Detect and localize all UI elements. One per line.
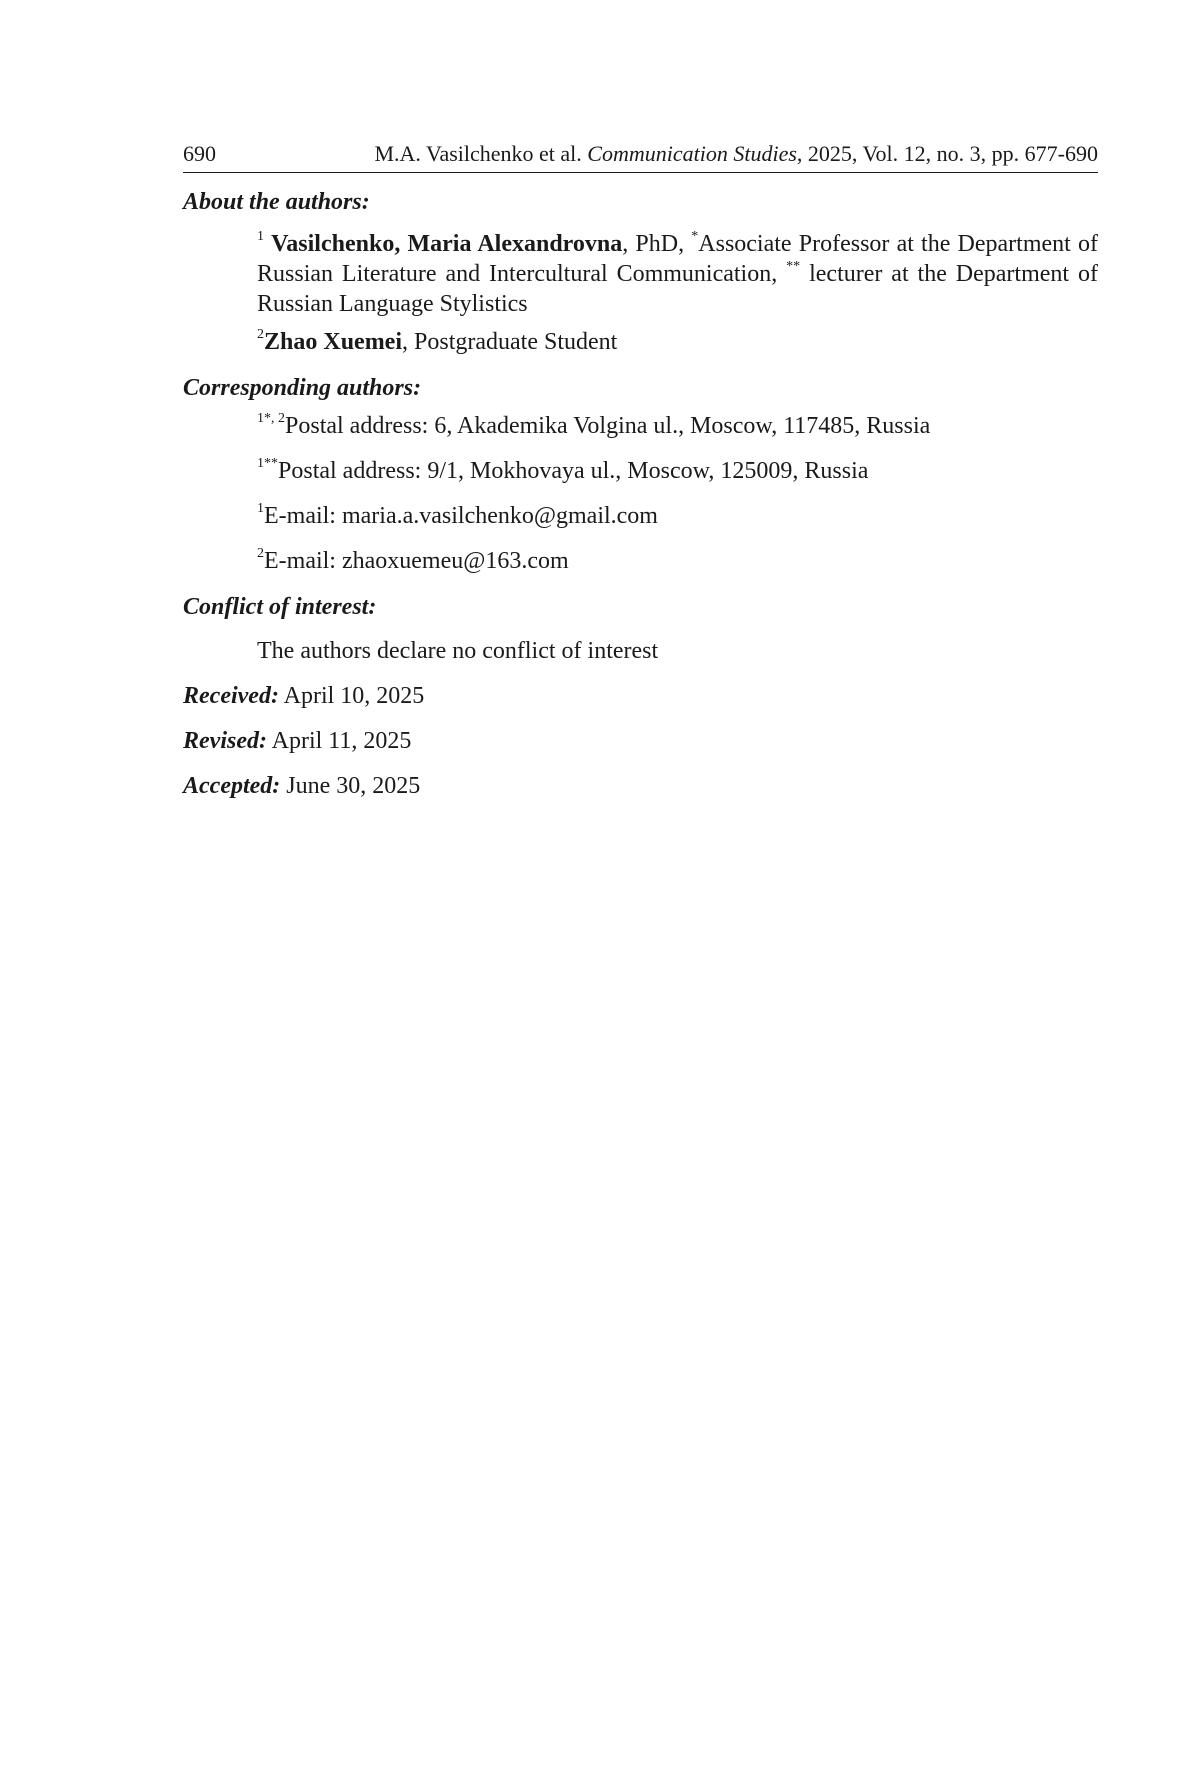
author2-sup: 2	[257, 327, 264, 342]
author1-name: Vasilchenko, Maria Alexandrovna	[271, 231, 623, 257]
author2-position: , Postgraduate Student	[402, 329, 618, 355]
corresponding-line-3-sup: 1	[257, 501, 264, 516]
page	[183, 140, 1098, 801]
author1-sup-dstar: **	[786, 259, 801, 274]
author1-entry	[183, 229, 1098, 319]
journal-title: Communication Studies	[587, 141, 797, 166]
author2-entry	[183, 327, 1098, 357]
running-head	[183, 140, 1098, 173]
corresponding-line-1-sup: 1*, 2	[257, 411, 285, 426]
revised-value: April 11, 2025	[266, 728, 412, 754]
accepted-label: Accepted:	[183, 773, 281, 799]
conflict-heading: Conflict of interest:	[183, 594, 377, 620]
revised-label: Revised:	[183, 728, 267, 754]
accepted-value: June 30, 2025	[280, 773, 421, 799]
corresponding-line-2	[183, 456, 1098, 486]
corresponding-line-3-text: E-mail: maria.a.vasilchenko@gmail.com	[264, 503, 658, 529]
page-number: 690	[183, 141, 216, 166]
corresponding-line-2-sup: 1**	[257, 456, 278, 471]
revised-date	[183, 726, 1098, 756]
citation-details: , 2025, Vol. 12, no. 3, pp. 677-690	[796, 141, 1098, 166]
author1-degree: , PhD,	[622, 231, 692, 257]
corresponding-line-4-sup: 2	[257, 546, 264, 561]
author1-sup-star: *	[691, 229, 699, 244]
corresponding-authors-heading: Corresponding authors:	[183, 375, 422, 401]
received-label: Received:	[183, 683, 279, 709]
about-authors-heading: About the authors:	[183, 189, 370, 215]
corresponding-line-1-text: Postal address: 6, Akademika Volgina ul., Moscow, 117485, Russia	[285, 413, 931, 439]
corresponding-line-2-text: Postal address: 9/1, Mokhovaya ul., Moscow, 125009, Russia	[278, 458, 869, 484]
author1-position1: Associate Professor at the Department of Russian Literature and Intercultural Communication,	[257, 231, 1098, 287]
received-date	[183, 681, 1098, 711]
author1-sup: 1	[257, 229, 264, 244]
author1-position2: lecturer at the Department of Russian Language Stylistics	[257, 261, 1098, 317]
author2-name: Zhao Xuemei	[264, 329, 402, 355]
corresponding-line-1	[183, 411, 1098, 441]
running-head-citation	[374, 140, 1098, 168]
corresponding-line-4-text: E-mail: zhaoxuemeu@163.com	[264, 548, 569, 574]
corresponding-line-3	[183, 501, 1098, 531]
corresponding-line-4	[183, 546, 1098, 576]
conflict-text: The authors declare no conflict of interest	[257, 638, 659, 664]
running-head-authors: M.A. Vasilchenko et al.	[374, 141, 582, 166]
received-value: April 10, 2025	[278, 683, 425, 709]
accepted-date	[183, 771, 1098, 801]
